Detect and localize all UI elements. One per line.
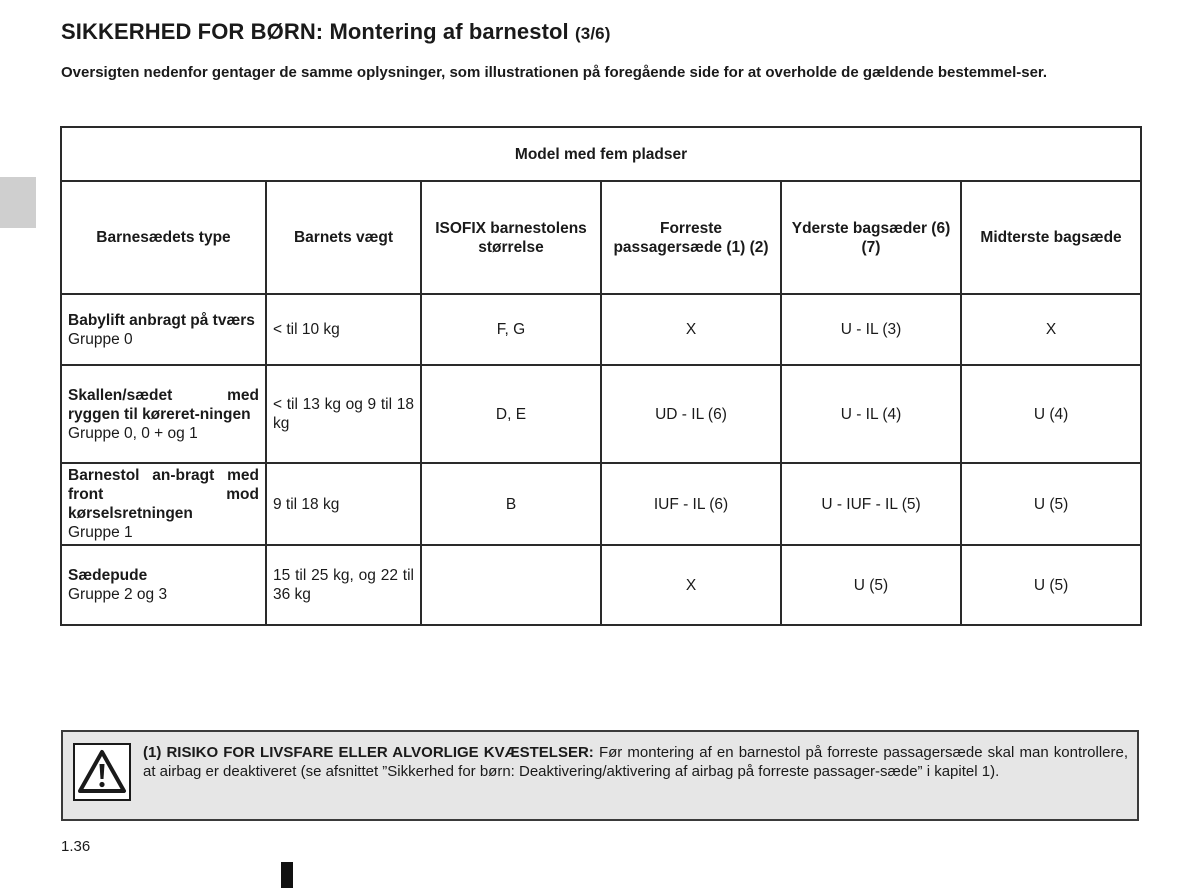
outer-rear-cell: U - IL (4) <box>781 365 961 463</box>
weight-cell: < til 13 kg og 9 til 18 kg <box>266 365 421 463</box>
table-row <box>61 463 1141 545</box>
weight-cell: < til 10 kg <box>266 294 421 365</box>
table-row <box>61 365 1141 463</box>
column-header: Barnets vægt <box>266 181 421 294</box>
seat-type-cell <box>61 294 266 365</box>
middle-rear-cell: U (5) <box>961 545 1141 625</box>
front-seat-cell: IUF - IL (6) <box>601 463 781 545</box>
column-header: Forreste passagersæde (1) (2) <box>601 181 781 294</box>
outer-rear-cell: U - IL (3) <box>781 294 961 365</box>
weight-cell: 15 til 25 kg, og 22 til 36 kg <box>266 545 421 625</box>
column-header: ISOFIX barnestolens størrelse <box>421 181 601 294</box>
page-title-text: SIKKERHED FOR BØRN: Montering af barnestol <box>61 19 569 44</box>
child-seat-table <box>60 126 1142 626</box>
warning-box <box>61 730 1139 821</box>
seat-type-name: Skallen/sædet med ryggen til køreret-ningen <box>68 386 259 423</box>
page-title <box>61 19 610 45</box>
isofix-cell: F, G <box>421 294 601 365</box>
seat-type-cell <box>61 365 266 463</box>
model-header: Model med fem pladser <box>61 127 1141 181</box>
page-number: 1.36 <box>61 838 91 855</box>
table-row <box>61 545 1141 625</box>
front-seat-cell: UD - IL (6) <box>601 365 781 463</box>
intro-paragraph: Oversigten nedenfor gentager de samme oplysninger, som illustrationen på foregående side for at overholde de gældende bestemmel-ser. <box>61 64 1048 81</box>
chapter-tab <box>0 177 36 228</box>
seat-type-name: Barnestol an-bragt med front mod kørselsretningen <box>68 467 259 522</box>
table-row <box>61 294 1141 365</box>
column-header: Barnesædets type <box>61 181 266 294</box>
weight-cell: 9 til 18 kg <box>266 463 421 545</box>
seat-type-group: Gruppe 1 <box>68 524 133 541</box>
middle-rear-cell: X <box>961 294 1141 365</box>
seat-type-cell <box>61 463 266 545</box>
page-title-suffix: (3/6) <box>575 24 611 43</box>
warning-body: Før montering af en barnestol på forreste passagersæde skal man kontrollere, at airbag er deaktiveret (se afsnittet ”Sikkerhed for børn: Deaktivering/aktivering af airbag på forreste passager-sæde” i kapitel 1). <box>143 744 1129 780</box>
outer-rear-cell: U - IUF - IL (5) <box>781 463 961 545</box>
seat-type-name: Sædepude <box>68 567 148 584</box>
isofix-cell <box>421 545 601 625</box>
isofix-cell: B <box>421 463 601 545</box>
seat-type-group: Gruppe 0 <box>68 330 133 348</box>
outer-rear-cell: U (5) <box>781 545 961 625</box>
front-seat-cell: X <box>601 545 781 625</box>
seat-type-group: Gruppe 0, 0 + og 1 <box>68 424 198 442</box>
seat-type-group: Gruppe 2 og 3 <box>68 586 168 603</box>
seat-type-cell <box>61 545 266 625</box>
middle-rear-cell: U (4) <box>961 365 1141 463</box>
warning-triangle-icon <box>73 743 131 801</box>
isofix-cell: D, E <box>421 365 601 463</box>
warning-heading: (1) RISIKO FOR LIVSFARE ELLER ALVORLIGE KVÆSTELSER: <box>143 744 594 761</box>
column-header: Yderste bagsæder (6) (7) <box>781 181 961 294</box>
front-seat-cell: X <box>601 294 781 365</box>
column-header: Midterste bagsæde <box>961 181 1141 294</box>
warning-text <box>143 743 1128 781</box>
crop-mark <box>281 862 293 888</box>
middle-rear-cell: U (5) <box>961 463 1141 545</box>
table-header-row <box>61 181 1141 294</box>
table-model-row <box>61 127 1141 181</box>
seat-type-name: Babylift anbragt på tværs <box>68 311 255 329</box>
